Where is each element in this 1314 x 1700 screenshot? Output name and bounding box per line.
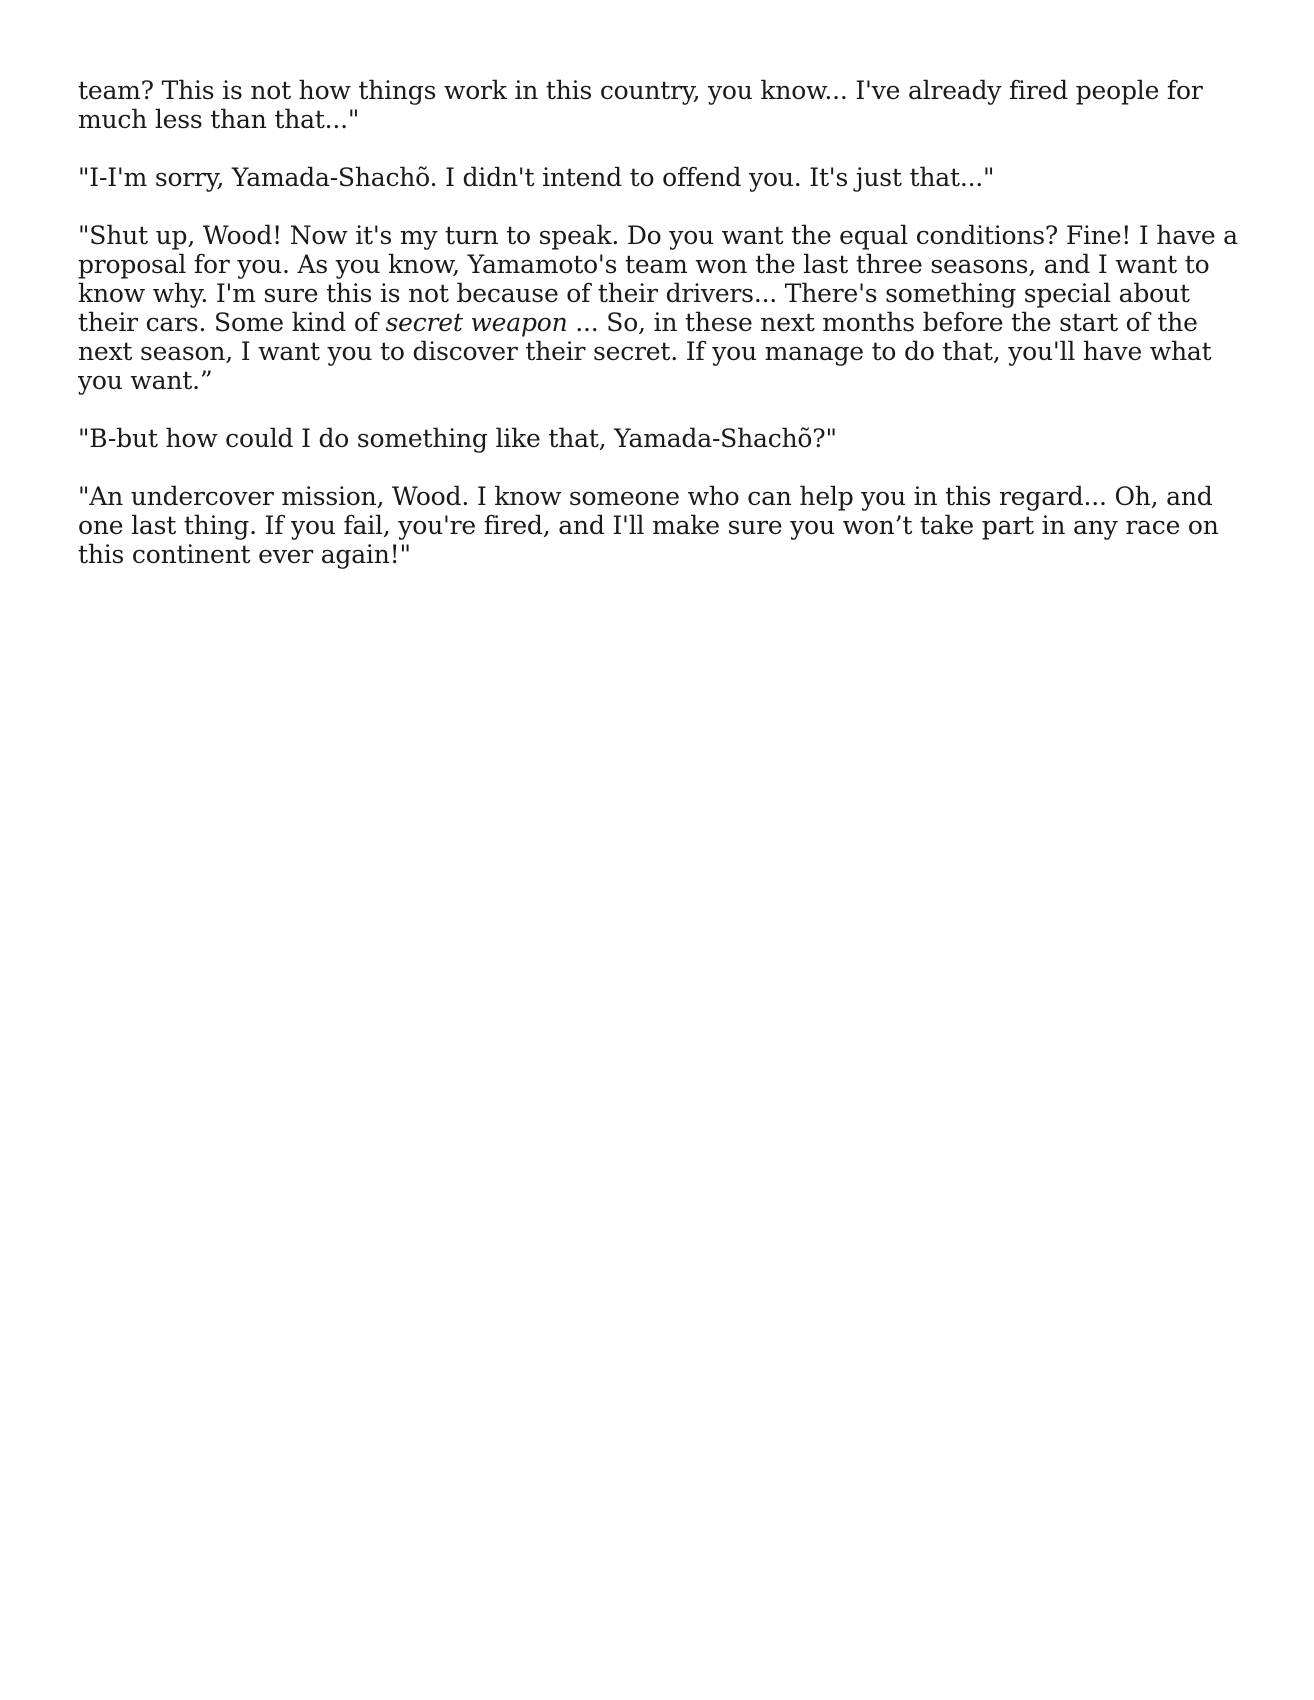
- paragraph-4: [78, 424, 1238, 453]
- paragraph-text-before: "Shut up, Wood! Now it's my turn to speak. Do you want the equal conditions? Fine! I have a proposal for you. As you know, Yamamoto's team won the last three seasons, and I want to know why. I'm sure this is not because of their drivers... There's something special about their cars. Some kind of: [78, 221, 1238, 337]
- paragraph-1: [78, 76, 1238, 134]
- paragraph-text-after: ... So, in these next months before the start of the next season, I want you to discover their secret. If you manage to do that, you'll have what you want.”: [78, 308, 1212, 395]
- paragraph-text: "An undercover mission, Wood. I know someone who can help you in this regard... Oh, and one last thing. If you fail, you're fired, and I'll make sure you won’t take part in any race on this continent ever again!": [78, 482, 1219, 569]
- emphasis-text: secret weapon: [385, 308, 568, 337]
- paragraph-2: [78, 163, 1238, 192]
- paragraph-text: "B-but how could I do something like that, Yamada-Shachõ?": [78, 424, 837, 453]
- paragraph-5: [78, 482, 1238, 569]
- paragraph-text: "I-I'm sorry, Yamada-Shachõ. I didn't intend to offend you. It's just that...": [78, 163, 995, 192]
- document-page: [78, 76, 1238, 598]
- paragraph-3: [78, 221, 1238, 395]
- paragraph-text: team? This is not how things work in this country, you know... I've already fired people for much less than that...": [78, 76, 1203, 134]
